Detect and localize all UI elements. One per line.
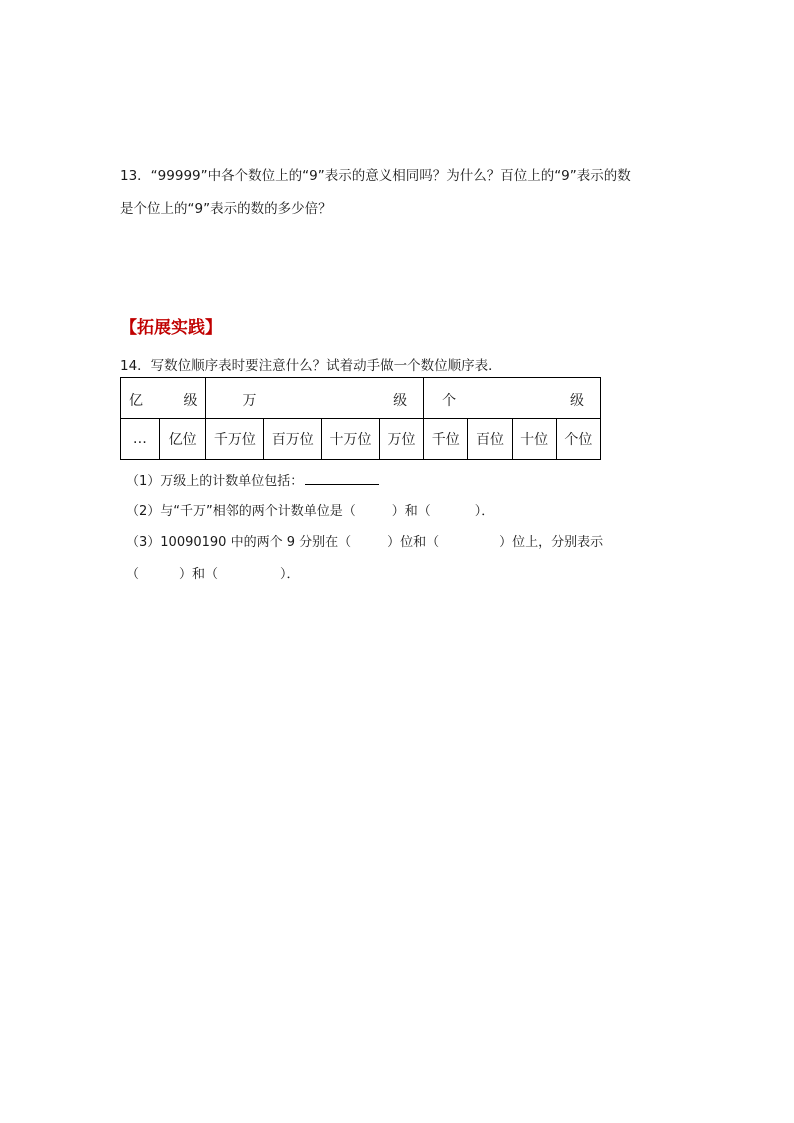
group-suffix: 级 — [183, 393, 198, 409]
place-cell: 千位 — [424, 419, 468, 460]
sub-question-2-text-c: ）． — [474, 504, 495, 519]
question-13-line-2: 是个位上的“9”表示的数的多少倍？ — [120, 201, 332, 217]
place-cell: 个位 — [556, 419, 600, 460]
answer-blank-1[interactable] — [305, 472, 379, 485]
table-row-places — [121, 419, 601, 460]
sub-question-3-text-e: ）和（ — [179, 567, 219, 582]
group-wan — [206, 378, 424, 419]
sub-question-2-text-a: （2）与“千万”相邻的两个计数单位是（ — [126, 504, 356, 519]
group-label: 万 — [242, 393, 257, 409]
group-ge — [424, 378, 601, 419]
sub-question-3-text-f: ）． — [280, 567, 300, 582]
place-cell: … — [121, 419, 160, 460]
place-value-table — [120, 377, 601, 460]
group-label: 个 — [442, 393, 457, 409]
place-cell: 十万位 — [322, 419, 380, 460]
table-row-groups — [121, 378, 601, 419]
sub-question-3 — [126, 531, 603, 550]
place-cell: 百位 — [468, 419, 512, 460]
group-yi — [121, 378, 206, 419]
question-14: 14．写数位顺序表时要注意什么？试着动手做一个数位顺序表． — [120, 358, 502, 374]
sub-question-2 — [126, 500, 494, 519]
place-cell: 万位 — [379, 419, 423, 460]
place-cell: 千万位 — [206, 419, 264, 460]
place-cell: 十位 — [512, 419, 556, 460]
sub-question-3-continued — [126, 563, 300, 582]
sub-question-1-text: （1）万级上的计数单位包括： — [126, 474, 304, 489]
sub-question-3-text-b: ）位和（ — [387, 535, 440, 550]
sub-question-1 — [126, 470, 379, 489]
place-cell: 亿位 — [159, 419, 206, 460]
sub-question-3-text-a: （3）10090190 中的两个 9 分别在（ — [126, 535, 352, 550]
group-suffix: 级 — [393, 393, 408, 409]
section-title: 【拓展实践】 — [120, 318, 222, 338]
group-label: 亿 — [129, 393, 143, 409]
question-13-line-1: 13．“99999”中各个数位上的“9”表示的意义相同吗？为什么？百位上的“9”表示的数 — [120, 168, 631, 184]
sub-question-3-text-c: ）位上，分别表示 — [499, 535, 604, 550]
sub-question-3-text-d: （ — [126, 567, 140, 582]
group-suffix: 级 — [570, 393, 584, 409]
sub-question-2-text-b: ）和（ — [391, 504, 431, 519]
place-cell: 百万位 — [264, 419, 322, 460]
